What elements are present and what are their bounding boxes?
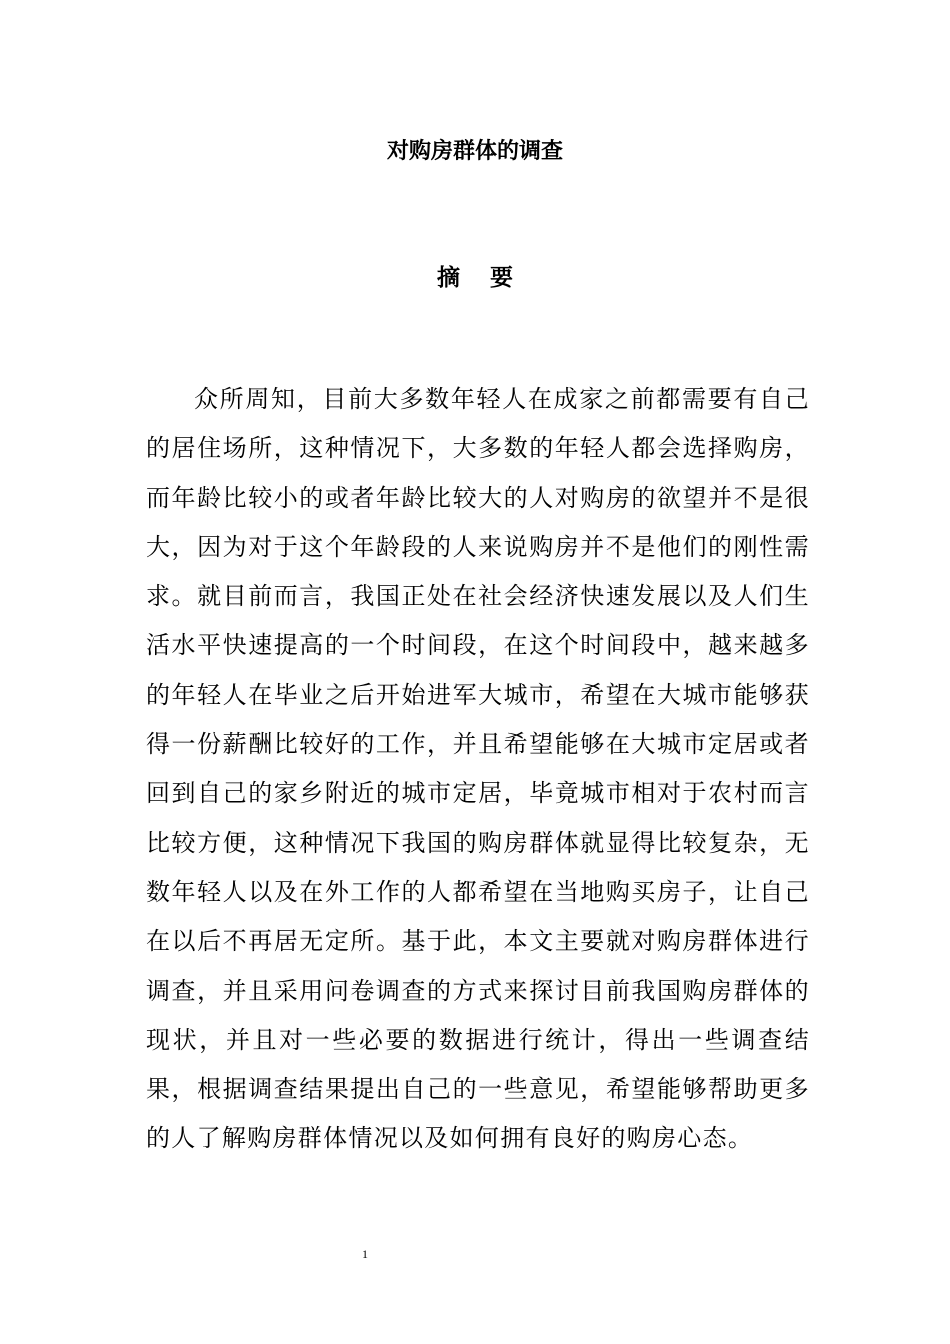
- abstract-heading: 摘要: [437, 265, 543, 291]
- document-title: 对购房群体的调查: [386, 139, 563, 164]
- page-number: 1: [362, 1247, 368, 1261]
- abstract-paragraph: 众所周知，目前大多数年轻人在成家之前都需要有自己的居住场所，这种情况下，大多数的年轻人都会选择购房，而年龄比较小的或者年龄比较大的人对购房的欲望并不是很大，因为对于这个年龄段的人来说购房并不是他们的刚性需求。就目前而言，我国正处在社会经济快速发展以及人们生活水平快速提高的一个时间段，在这个时间段中，越来越多的年轻人在毕业之后开始进军大城市，希望在大城市能够获得一份薪酬比较好的工作，并且希望能够在大城市定居或者回到自己的家乡附近的城市定居，毕竟城市相对于农村而言比较方便，这种情况下我国的购房群体就显得比较复杂，无数年轻人以及在外工作的人都希望在当地购买房子，让自己在以后不再居无定所。基于此，本文主要就对购房群体进行调查，并且采用问卷调查的方式来探讨目前我国购房群体的现状，并且对一些必要的数据进行统计，得出一些调查结果，根据调查结果提出自己的一些意见，希望能够帮助更多的人了解购房群体情况以及如何拥有良好的购房心态。: [146, 385, 810, 1153]
